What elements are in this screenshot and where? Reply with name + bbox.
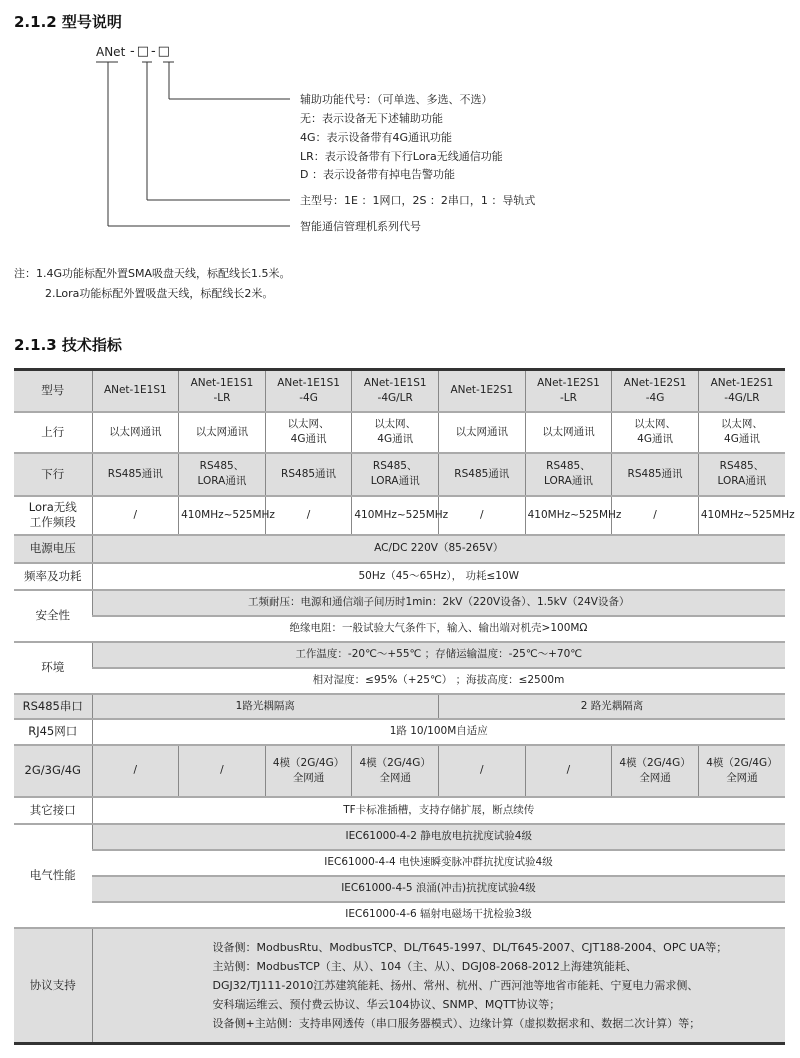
row-emc-4 — [14, 902, 785, 928]
aux-4g-desc: 4G：表示设备带有4G通讯功能 — [300, 131, 453, 144]
cell: / — [439, 496, 526, 535]
cell: 以太网通讯 — [179, 412, 266, 453]
cell: 以太网、 4G通讯 — [698, 412, 785, 453]
row-lora — [14, 496, 785, 535]
model-pattern: -□-□ — [130, 44, 172, 59]
cell: 安全性 — [14, 590, 92, 642]
cell: ANet-1E1S1 -LR — [179, 370, 266, 412]
cell: 410MHz~525MHz — [525, 496, 612, 535]
cell: 以太网通讯 — [525, 412, 612, 453]
cell: IEC61000-4-4 电快速瞬变脉冲群抗扰度试验4级 — [92, 850, 785, 876]
cell: AC/DC 220V（85-265V） — [92, 535, 785, 563]
cell: 下行 — [14, 453, 92, 496]
row-emc-3 — [14, 876, 785, 902]
cell: RS485通讯 — [612, 453, 699, 496]
aux-none-desc: 无：表示设备无下述辅助功能 — [300, 112, 443, 125]
cell: TF卡标准插槽，支持存储扩展，断点续传 — [92, 797, 785, 824]
row-other — [14, 797, 785, 824]
cell: Lora无线 工作频段 — [14, 496, 92, 535]
note-2: 2.Lora功能标配外置吸盘天线，标配线长2米。 — [45, 287, 274, 300]
cell: 相对湿度：≤95%（+25℃） ；海拔高度：≤2500m — [92, 668, 785, 694]
row-env-2 — [14, 668, 785, 694]
cell: 绝缘电阻：一般试验大气条件下，输入、输出端对机壳>100MΩ — [92, 616, 785, 642]
cell: 1路 10/100M自适应 — [92, 719, 785, 745]
cell: / — [265, 496, 352, 535]
cell: 工作温度：-20℃～+55℃ ；存储运输温度：-25℃～+70℃ — [92, 642, 785, 668]
cell: 协议支持 — [14, 928, 92, 1044]
cell: 4模（2G/4G） 全网通 — [698, 745, 785, 797]
cell: 以太网、 4G通讯 — [352, 412, 439, 453]
cell: / — [439, 745, 526, 797]
row-env — [14, 642, 785, 668]
cell: ANet-1E2S1 — [439, 370, 526, 412]
cell: IEC61000-4-2 静电放电抗扰度试验4级 — [92, 824, 785, 850]
row-downlink — [14, 453, 785, 496]
cell: 上行 — [14, 412, 92, 453]
cell: RS485、 LORA通讯 — [525, 453, 612, 496]
spec-table — [14, 368, 795, 1045]
cell: ANet-1E2S1 -4G/LR — [698, 370, 785, 412]
row-safety — [14, 590, 785, 616]
cell: 410MHz~525MHz — [698, 496, 785, 535]
aux-lr-desc: LR：表示设备带有下行Lora无线通信功能 — [300, 150, 503, 163]
cell: RS485通讯 — [439, 453, 526, 496]
series-code-desc: 智能通信管理机系列代号 — [300, 220, 421, 233]
cell: / — [612, 496, 699, 535]
cell: 以太网通讯 — [92, 412, 179, 453]
cell: 以太网通讯 — [439, 412, 526, 453]
cell: / — [179, 745, 266, 797]
protocol-line: 主站侧：ModbusTCP（主、从）、104（主、从）、DGJ08-2068-2012上海建筑能耗、 — [212, 959, 637, 973]
row-protocol — [14, 928, 785, 1044]
row-model — [14, 370, 785, 412]
cell: 以太网、 4G通讯 — [265, 412, 352, 453]
cell: / — [92, 745, 179, 797]
cell: 频率及功耗 — [14, 563, 92, 590]
protocol-line: 设备侧：ModbusRtu、ModbusTCP、DL/T645-1997、DL/T645-2007、CJT188-2004、OPC UA等； — [212, 940, 728, 954]
cell: 工频耐压：电源和通信端子间历时1min：2kV（220V设备）、1.5kV（24V设备） — [92, 590, 785, 616]
row-safety-2 — [14, 616, 785, 642]
cell: 2G/3G/4G — [14, 745, 92, 797]
cell: RS485、 LORA通讯 — [179, 453, 266, 496]
row-emc-2 — [14, 850, 785, 876]
row-power — [14, 535, 785, 563]
cell: 1路光耦隔离 — [92, 694, 439, 719]
section-title-model: 2.1.2 型号说明 — [14, 13, 122, 31]
cell: / — [92, 496, 179, 535]
row-rj45 — [14, 719, 785, 745]
cell: IEC61000-4-5 浪涌(冲击)抗扰度试验4级 — [92, 876, 785, 902]
main-model-desc: 主型号：1E ：1网口，2S ：2串口，1 ：导轨式 — [300, 194, 536, 207]
row-freq — [14, 563, 785, 590]
cell: IEC61000-4-6 辐射电磁场干扰检验3级 — [92, 902, 785, 928]
cell: 50Hz（45～65Hz）， 功耗≤10W — [92, 563, 785, 590]
cell: 4模（2G/4G） 全网通 — [265, 745, 352, 797]
cell: ANet-1E2S1 -4G — [612, 370, 699, 412]
protocol-line: DGJ32/TJ111-2010江苏建筑能耗、扬州、常州、杭州、广西河池等地省市能耗、宁夏电力需求侧、 — [212, 978, 699, 992]
cell: 电气性能 — [14, 824, 92, 928]
protocol-line: 设备侧+主站侧：支持串网透传（串口服务器模式）、边缘计算（虚拟数据求和、数据二次计算）等； — [212, 1016, 701, 1030]
cell: 410MHz~525MHz — [352, 496, 439, 535]
aux-code-desc: 辅助功能代号：（可单选、多选、不选） — [300, 93, 493, 106]
cell: 2 路光耦隔离 — [439, 694, 786, 719]
model-prefix: ANet — [96, 45, 126, 59]
cell: ANet-1E2S1 -LR — [525, 370, 612, 412]
protocol-line: 安科瑞运维云、预付费云协议、华云104协议、SNMP、MQTT协议等； — [212, 997, 561, 1011]
cell: 其它接口 — [14, 797, 92, 824]
row-uplink — [14, 412, 785, 453]
row-rs485 — [14, 694, 785, 719]
section-title-specs: 2.1.3 技术指标 — [14, 336, 122, 354]
cell: 电源电压 — [14, 535, 92, 563]
cell: ANet-1E1S1 — [92, 370, 179, 412]
note-1: 注：1.4G功能标配外置SMA吸盘天线，标配线长1.5米。 — [14, 267, 291, 280]
row-emc — [14, 824, 785, 850]
cell: 以太网、 4G通讯 — [612, 412, 699, 453]
cell: RS485通讯 — [265, 453, 352, 496]
cell: RS485、 LORA通讯 — [698, 453, 785, 496]
cell: 410MHz~525MHz — [179, 496, 266, 535]
cell: 环境 — [14, 642, 92, 694]
cell: 4模（2G/4G） 全网通 — [612, 745, 699, 797]
aux-d-desc: D ：表示设备带有掉电告警功能 — [300, 168, 455, 181]
cell: RS485、 LORA通讯 — [352, 453, 439, 496]
cell: RS485通讯 — [92, 453, 179, 496]
cell: RS485串口 — [14, 694, 92, 719]
row-cellular — [14, 745, 785, 797]
cell: ANet-1E1S1 -4G/LR — [352, 370, 439, 412]
cell: ANet-1E1S1 -4G — [265, 370, 352, 412]
cell: 4模（2G/4G） 全网通 — [352, 745, 439, 797]
cell: RJ45网口 — [14, 719, 92, 745]
cell: 型号 — [14, 370, 92, 412]
cell: / — [525, 745, 612, 797]
protocol-cell — [92, 928, 785, 1044]
